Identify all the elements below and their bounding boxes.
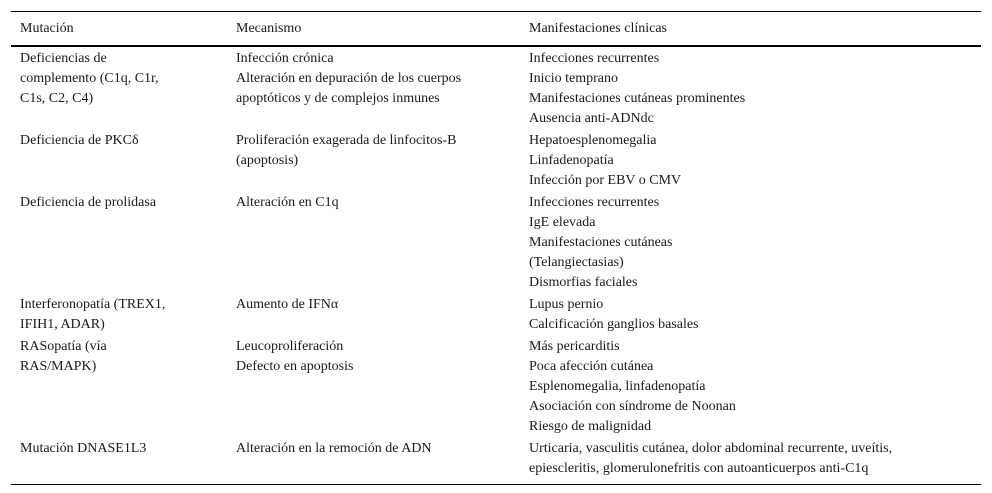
cell-mutacion <box>11 438 227 485</box>
table-row <box>11 130 981 192</box>
cell-manifestaciones-line: Inicio temprano <box>529 71 619 86</box>
mutations-table-container <box>11 11 981 485</box>
table-body <box>11 46 981 485</box>
cell-mutacion-line: Interferonopatía (TREX1, <box>20 297 166 312</box>
cell-mutacion-line: C1s, C2, C4) <box>20 91 94 106</box>
cell-manifestaciones-line: Calcificación ganglios basales <box>529 317 699 332</box>
cell-manifestaciones-line: Hepatoesplenomegalia <box>529 133 657 148</box>
cell-manifestaciones <box>520 294 981 336</box>
cell-manifestaciones <box>520 192 981 294</box>
cell-mutacion-line: Deficiencias de <box>20 51 107 66</box>
cell-manifestaciones-line: Ausencia anti-ADNdc <box>529 111 654 126</box>
table-row <box>11 46 981 130</box>
cell-mecanismo-line: Alteración en C1q <box>236 195 339 210</box>
cell-mecanismo-line: Leucoproliferación <box>236 339 344 354</box>
cell-manifestaciones-line: Manifestaciones cutáneas prominentes <box>529 91 746 106</box>
cell-manifestaciones-line: Riesgo de malignidad <box>529 419 652 434</box>
header-row <box>11 12 981 47</box>
table-row <box>11 294 981 336</box>
cell-manifestaciones-line: Infección por EBV o CMV <box>529 173 682 188</box>
cell-mecanismo-line: Defecto en apoptosis <box>236 359 354 374</box>
table-row <box>11 192 981 294</box>
cell-mecanismo-line: Aumento de IFNα <box>236 297 339 312</box>
cell-mutacion-line: RASopatía (vía <box>20 339 107 354</box>
header-manifestaciones: Manifestaciones clínicas <box>520 12 981 47</box>
cell-mutacion <box>11 192 227 294</box>
cell-mecanismo <box>227 438 520 485</box>
cell-mutacion-line: IFIH1, ADAR) <box>20 317 105 332</box>
cell-manifestaciones-line: Infecciones recurrentes <box>529 51 660 66</box>
cell-mecanismo <box>227 294 520 336</box>
cell-manifestaciones <box>520 438 981 485</box>
cell-mecanismo <box>227 336 520 438</box>
cell-mutacion <box>11 130 227 192</box>
table-row <box>11 336 981 438</box>
cell-manifestaciones-line: epiescleritis, glomerulonefritis con autoanticuerpos anti-C1q <box>529 461 869 476</box>
cell-mutacion-line: Deficiencia de prolidasa <box>20 195 157 210</box>
cell-mutacion <box>11 46 227 130</box>
header-mutacion: Mutación <box>11 12 227 47</box>
mutations-table <box>11 11 981 485</box>
cell-manifestaciones-line: (Telangiectasias) <box>529 255 624 270</box>
cell-mecanismo-line: (apoptosis) <box>236 153 299 168</box>
cell-mutacion <box>11 336 227 438</box>
cell-mutacion <box>11 294 227 336</box>
cell-mecanismo-line: apoptóticos y de complejos inmunes <box>236 91 440 106</box>
cell-mecanismo <box>227 192 520 294</box>
cell-manifestaciones-line: Esplenomegalia, linfadenopatía <box>529 379 706 394</box>
cell-manifestaciones-line: Infecciones recurrentes <box>529 195 660 210</box>
cell-manifestaciones-line: Linfadenopatía <box>529 153 614 168</box>
cell-mecanismo <box>227 46 520 130</box>
cell-mecanismo-line: Proliferación exagerada de linfocitos-B <box>236 133 457 148</box>
cell-manifestaciones-line: Lupus pernio <box>529 297 604 312</box>
cell-mecanismo <box>227 130 520 192</box>
cell-manifestaciones-line: Urticaria, vasculitis cutánea, dolor abdominal recurrente, uveítis, <box>529 441 893 456</box>
cell-mecanismo-line: Alteración en depuración de los cuerpos <box>236 71 462 86</box>
cell-mutacion-line: Deficiencia de PKCδ <box>20 133 139 148</box>
table-header <box>11 12 981 47</box>
cell-manifestaciones <box>520 336 981 438</box>
table-row <box>11 438 981 485</box>
cell-manifestaciones <box>520 46 981 130</box>
cell-manifestaciones-line: Asociación con síndrome de Noonan <box>529 399 736 414</box>
cell-manifestaciones-line: Dismorfias faciales <box>529 275 638 290</box>
cell-manifestaciones-line: Manifestaciones cutáneas <box>529 235 673 250</box>
cell-manifestaciones <box>520 130 981 192</box>
cell-manifestaciones-line: Poca afección cutánea <box>529 359 654 374</box>
cell-mecanismo-line: Alteración en la remoción de ADN <box>236 441 432 456</box>
cell-manifestaciones-line: Más pericarditis <box>529 339 620 354</box>
cell-mecanismo-line: Infección crónica <box>236 51 334 66</box>
cell-manifestaciones-line: IgE elevada <box>529 215 596 230</box>
cell-mutacion-line: Mutación DNASE1L3 <box>20 441 147 456</box>
header-mecanismo: Mecanismo <box>227 12 520 47</box>
cell-mutacion-line: RAS/MAPK) <box>20 359 97 374</box>
cell-mutacion-line: complemento (C1q, C1r, <box>20 71 159 86</box>
